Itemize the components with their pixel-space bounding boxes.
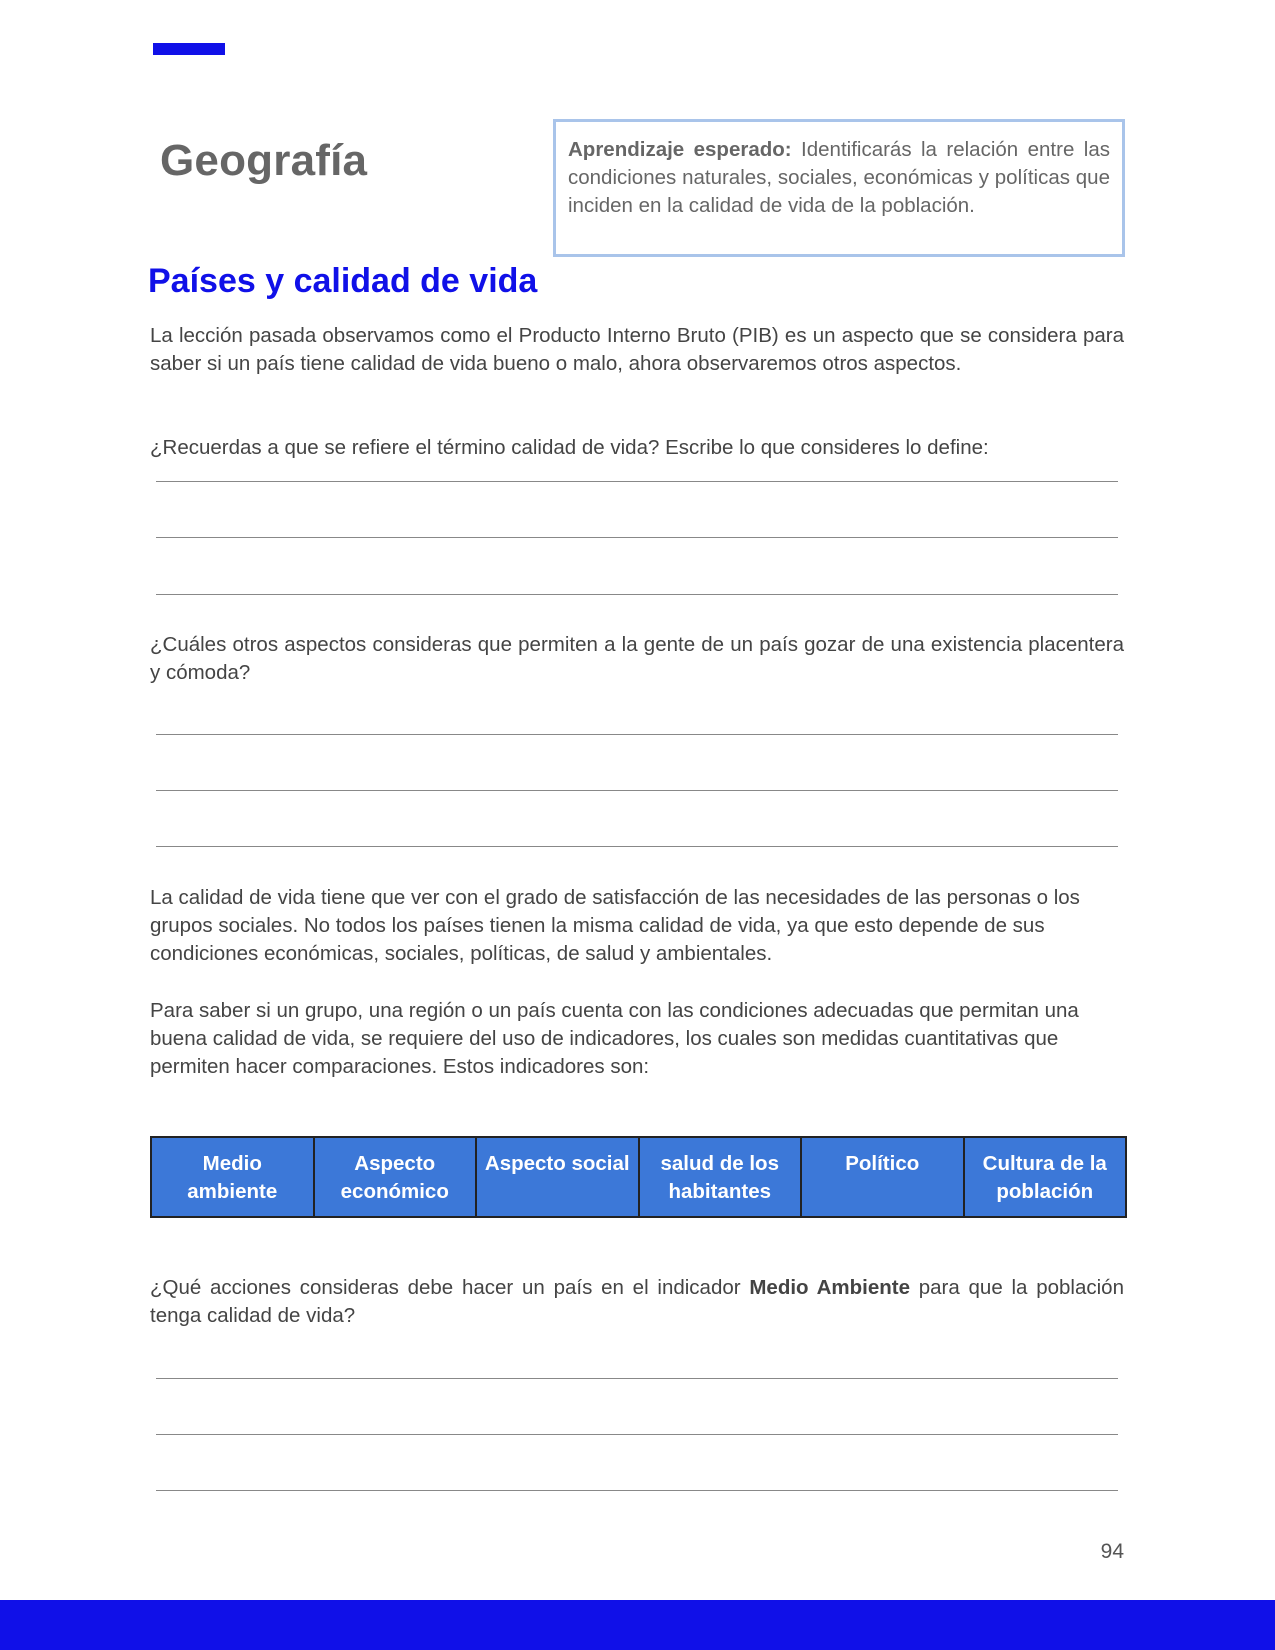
question-1: ¿Recuerdas a que se refiere el término calidad de vida? Escribe lo que consideres lo define: — [150, 436, 989, 459]
learning-outcome-label: Aprendizaje esperado: — [568, 138, 792, 161]
answer-line-q2-3[interactable] — [156, 846, 1118, 847]
bottom-accent-bar — [0, 1600, 1275, 1650]
indicators-table — [150, 1136, 1127, 1218]
answer-line-q2-1[interactable] — [156, 734, 1118, 735]
answer-line-q2-2[interactable] — [156, 790, 1118, 791]
indicator-cell-medio-ambiente: Medio ambiente — [151, 1137, 314, 1217]
subject-title: Geografía — [160, 136, 368, 185]
answer-line-q3-2[interactable] — [156, 1434, 1118, 1435]
answer-line-q1-2[interactable] — [156, 537, 1118, 538]
indicator-cell-cultura: Cultura de la población — [964, 1137, 1127, 1217]
learning-outcome-text: Identificarás la relación entre las condiciones naturales, sociales, económicas y políticas que inciden en la calidad de vida de la población. — [568, 138, 1110, 217]
question-3 — [150, 1274, 1124, 1330]
page-number: 94 — [1100, 1540, 1124, 1563]
answer-line-q1-3[interactable] — [156, 594, 1118, 595]
question-3-text-before: ¿Qué acciones consideras debe hacer un país en el indicador — [150, 1276, 750, 1299]
definition-paragraph: La calidad de vida tiene que ver con el grado de satisfacción de las necesidades de las personas o los grupos sociales. No todos los países tienen la misma calidad de vida, ya que esto depende de sus condiciones económicas, sociales, políticas, de salud y ambientales. — [150, 886, 1080, 965]
indicators-row — [151, 1137, 1126, 1217]
question-2: ¿Cuáles otros aspectos consideras que permiten a la gente de un país gozar de una existencia placentera y cómoda? — [150, 633, 1124, 684]
answer-line-q1-1[interactable] — [156, 481, 1118, 482]
answer-line-q3-3[interactable] — [156, 1490, 1118, 1491]
question-3-text-after: para que la población tenga calidad de vida? — [150, 1276, 1124, 1327]
question-3-bold: Medio Ambiente — [749, 1276, 910, 1299]
intro-paragraph: La lección pasada observamos como el Producto Interno Bruto (PIB) es un aspecto que se considera para saber si un país tiene calidad de vida bueno o malo, ahora observaremos otros aspectos. — [150, 324, 1124, 375]
lesson-title: Países y calidad de vida — [148, 262, 538, 300]
indicator-cell-aspecto-economico: Aspecto económico — [314, 1137, 477, 1217]
answer-line-q3-1[interactable] — [156, 1378, 1118, 1379]
learning-outcome-box — [553, 119, 1125, 257]
indicator-cell-aspecto-social: Aspecto social — [476, 1137, 639, 1217]
indicators-intro-paragraph: Para saber si un grupo, una región o un país cuenta con las condiciones adecuadas que permitan una buena calidad de vida, se requiere del uso de indicadores, los cuales son medidas cuantitativas que permiten hacer comparaciones. Estos indicadores son: — [150, 999, 1079, 1078]
indicator-cell-salud: salud de los habitantes — [639, 1137, 802, 1217]
indicator-cell-politico: Político — [801, 1137, 964, 1217]
top-accent-bar — [153, 43, 225, 55]
